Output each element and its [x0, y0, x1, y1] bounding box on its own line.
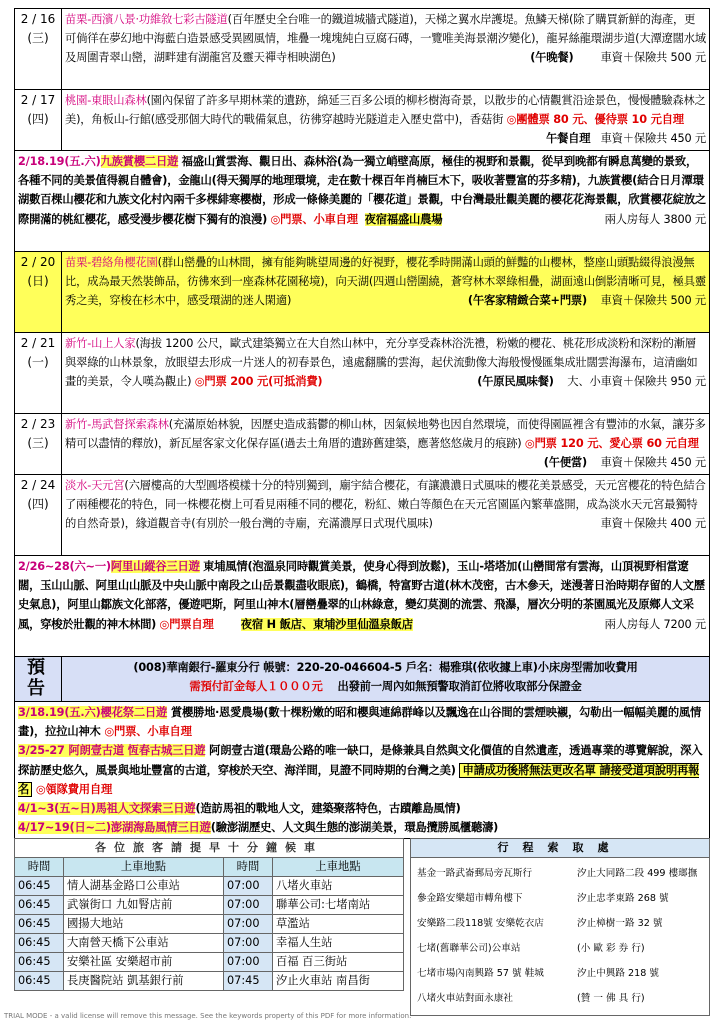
- table-row: 06:45 安樂社區 安樂超市前 07:00 百福 百三街站: [15, 953, 404, 972]
- trip-title: 苗栗-碧絡角櫻花園: [65, 256, 158, 269]
- col-header: 時間: [15, 858, 64, 877]
- deposit-info: 需預付訂金每人１０００元: [189, 680, 323, 693]
- trip-date: 2 / 21 (一): [15, 333, 62, 414]
- trip-date: 2 / 16 (三): [15, 9, 62, 90]
- trip-body: [62, 90, 710, 151]
- trip-fare: 兩人房每人 3800 元: [604, 212, 706, 226]
- trip-fare: 兩人房每人 7200 元: [604, 617, 706, 631]
- trip-title: 新竹-山上人家: [65, 337, 136, 350]
- trip-title: 九族賞櫻二日遊: [100, 155, 179, 168]
- preview-item-head: 3/18.19(五.六)櫻花祭二日遊: [18, 706, 168, 719]
- brochure-title: 行程索取處: [411, 839, 709, 858]
- preview-label: 預告: [27, 657, 49, 699]
- trip-meal: (午原民風味餐): [477, 375, 554, 388]
- trip-title: 淡水-天元宮: [65, 479, 125, 492]
- table-row: 06:45 長庚醫院站 凱基銀行前 07:45 汐止火車站 南昌街: [15, 972, 404, 991]
- trial-watermark: TRIAL MODE - a valid license will remove this message. See the keywords property of this PDF for more information.: [4, 1012, 412, 1020]
- trip-date: 2 / 24 (四): [15, 475, 62, 556]
- trip-ticket: ◎門票自理: [159, 617, 214, 631]
- trip-ticket: ◎門票 120 元、愛心票 60 元自理: [524, 437, 699, 450]
- cancel-policy: 出發前一周內如無預警取消訂位將收取部分保證金: [337, 680, 582, 693]
- preview-item-text: 賞櫻勝地‧恩愛農場(數十棵粉嫩的昭和櫻與連綿群峰以及飄逸在山谷間的雲煙映襯，勾勒出一幅幅美麗的風情畫)，拉拉山神木: [18, 706, 702, 739]
- trip-fare: 大、小車資＋保險共 950 元: [567, 375, 706, 388]
- pickup-caption: 各位旅客請提早十分鐘候車: [15, 839, 404, 858]
- trip-text: (六層樓高的大型圓塔模樣十分的特別獨到，廟宇結合櫻花，有讓濃濃日式風味的櫻花美景感受，天元宮櫻花的特色結合了兩種櫻花的特色，同一株櫻花樹上可看見兩種不同的櫻花，粉紅、嫩白等顏色在天元宮園區內繁華盛開，成為淡水天元宮最獨特的自然奇景)，緣道觀音寺(有別於一般台灣的寺廟，充滿濃厚日式現代風味): [65, 479, 706, 530]
- col-header: 時間: [223, 858, 272, 877]
- trip-lodge: 夜宿福盛山農場: [364, 212, 443, 226]
- footer: [14, 838, 710, 1016]
- trip-date: 2 / 20 (日): [15, 252, 62, 333]
- preview-item-ticket: ◎門票、小車自理: [104, 725, 192, 739]
- trip-fare: 車資＋保險共 400 元: [600, 517, 706, 530]
- trip-date: 2 / 23 (三): [15, 414, 62, 475]
- schedule-page: [14, 8, 710, 839]
- brochure-list-1: 基金一路武崙郵局旁瓦斯行 參金路安樂超市轉角樓下 安樂路二段118號 安樂乾衣店 七堵(舊聯華公司)公車站 七堵市場內南興路 57 號 鞋城 八堵火車站對面永康社: [417, 868, 544, 1004]
- trip-text: (海拔 1200 公尺，歐式建築獨立在大自然山林中，充分享受森林浴洗禮，粉嫩的櫻花、桃花形成淡粉和深粉的漸層與翠綠的山林景象，放眼望去形成一片迷人的初春景色，遠處翻騰的雲海，起伏流動像大海般慢慢匯集成壯闊雲海瀑布，這清幽如畫的美景，令人嘆為觀止): [65, 337, 698, 388]
- trip-body: [62, 252, 710, 333]
- trip-row: [15, 151, 710, 252]
- trip-ticket: ◎團體票 80 元、優待票 10 元自理: [506, 113, 684, 126]
- trip-text: (充滿原始林貌，因歷史造成蓊鬱的柳山林，因氣候地勢也因自然環境，而使得園區裡含有豐沛的水氣，讓芬多精可以盡情的釋放)，新瓦屋客家文化保存區(過去土角厝的遺跡舊建築，應著悠悠歲月的痕跡): [65, 418, 706, 450]
- trip-body: [15, 151, 710, 252]
- schedule-table: [14, 8, 710, 839]
- trip-body: [15, 556, 710, 657]
- trip-text: 東埔風情(泡溫泉同時觀賞美景，使身心得到放鬆)，玉山-塔塔加(山巒間常有雲海，山頂視野相當遼闊，玉山山脈、阿里山山脈及中央山脈中南段之山岳景觀盡收眼底)，鶴橋，特富野古道(林木茂密，古木參天，迷漫著日治時期存留的人文歷史氣息)，阿里山鄒族文化部落，優遊吧斯，阿里山神木(層巒疊翠的山林綠意，變幻莫測的流雲、飛瀑，層次分明的茶園風光及原鄉人文采風，穿梭於壯觀的神木林間): [18, 560, 705, 631]
- trip-fare: 車資＋保險共 450 元: [600, 456, 706, 469]
- preview-item-head: 4/17~19(日~二)澎湖海島風情三日遊: [18, 821, 211, 835]
- trip-title: 苗栗-西濱八景‧功維敘七彩古隧道: [65, 13, 228, 26]
- col-header: 上車地點: [272, 858, 403, 877]
- trip-date: 2/26~28(六~一): [18, 560, 111, 573]
- trip-text: (園內保留了許多早期林業的遺跡，綿延三百多公頃的柳杉樹海奇景，以散步的心情觀賞沿途景色，慢慢體驗森林之美)，角板山-行館(感受那個大時代的戰備氣息，彷彿穿越時光隧道走入歷史當中)，香菇街: [65, 94, 706, 126]
- trip-fare: 車資＋保險共 450 元: [600, 132, 706, 145]
- trip-body: [62, 9, 710, 90]
- preview-item-text: (驗澎湖歷史、人文與生態的澎湖美景，環島攬勝風櫃聽濤): [210, 821, 499, 835]
- trip-title: 桃園-東眼山森林: [65, 94, 147, 107]
- brochure-pickup-box: [410, 838, 710, 1016]
- trip-row: [15, 475, 710, 556]
- preview-list: [15, 702, 710, 839]
- trip-fare: 車資＋保險共 500 元: [600, 51, 706, 64]
- trip-meal: 午餐自理: [545, 132, 591, 145]
- trip-title: 阿里山縱谷三日遊: [110, 560, 200, 573]
- trip-text: (群山巒疊的山林間，擁有能夠眺望周邊的好視野，櫻花季時開滿山頭的鮮豔的山櫻林，整座山頭點綴得浪漫無比，成為最天然裝飾品，彷彿來到一座森林花園秘境)，向天湖(四週山巒圍繞，蒼穹林木翠綠相疊，湖面遠山倒影清晰可見，極具靈秀之美，穿梭在杉木中，感受環湖的迷人閑適): [65, 256, 706, 307]
- trip-text: 福盛山賞雲海、觀日出、森林浴(為一獨立峭壁高原，極佳的視野和景觀，從早到晚都有瞬息萬變的景致，各種不同的美景值得親自體會)，金龍山(得天獨厚的地理環境，走在數十棵百年肖楠巨木下，吸收著豐富的芬多精)，九族賞櫻(結合日月潭環湖數百棵山櫻花和九族文化村內兩千多棵緋寒櫻樹，形成一條條美麗的「櫻花道」景觀，中台灣最壯觀美麗的櫻花花海景觀，欣賞櫻花綻放之際開滿的桃紅櫻花，感受漫步櫻花樹下獨有的浪漫): [18, 155, 707, 226]
- preview-item-text: 阿朗壹古道(環島公路的唯一缺口，是條兼具自然與文化價值的自然遺產，透過專業的導覽解說，深入探訪歷史悠久，風景與地址豐富的古道，穿梭於天空、海洋間，見證不同時期的台灣之美): [18, 744, 703, 777]
- trip-row: [15, 414, 710, 475]
- pickup-table: [14, 838, 404, 991]
- preview-banner: [15, 657, 710, 702]
- trip-ticket: ◎門票、小車自理: [270, 212, 358, 226]
- trip-date: 2 / 17 (四): [15, 90, 62, 151]
- preview-item-head: 3/25-27 阿朗壹古道 恆春古城三日遊: [18, 744, 206, 758]
- trip-row: [15, 90, 710, 151]
- trip-row: [15, 9, 710, 90]
- trip-body: [62, 475, 710, 556]
- brochure-list-2: 汐止大同路二段 499 樓瑯撫 汐止忠孝東路 268 號 汐止樟樹一路 32 號 (小 歐 彩 券 行) 汐止中興路 218 號 (贊 一 佛 具 行): [577, 868, 698, 1004]
- trip-meal: (午便當): [543, 456, 587, 469]
- trip-ticket: ◎門票 200 元(可抵消費): [194, 375, 323, 388]
- trip-text: (百年歷史全台唯一的鐵道城牆式隧道)，天梯之翼水岸護堤。魚鱗天梯(除了購買新鮮的海產，更可倘徉在夢幻地中海藍白造景感受異國風情，堆疊一塊塊純白豆腐石磚，一覽唯美海景潮汐變化)，龍昇絲龍環湖步道(大潭遼闊水域及周圍青翠山巒，湖畔建有湖龍宮及靈天禪寺相映湖色): [65, 13, 706, 64]
- trip-meal: (午客家精緻合菜+門票): [467, 294, 587, 307]
- table-row: 06:45 大南營天橋下公車站 07:00 幸福人生站: [15, 934, 404, 953]
- trip-lodge: 夜宿 H 飯店、東埔沙里仙溫泉飯店: [240, 617, 413, 631]
- trip-fare: 車資＋保險共 500 元: [600, 294, 706, 307]
- col-header: 上車地點: [64, 858, 224, 877]
- trip-title: 新竹-馬武督探索森林: [65, 418, 169, 431]
- trip-body: [62, 414, 710, 475]
- preview-item-head: 4/1~3(五~日)馬祖人文探索三日遊: [18, 802, 196, 816]
- preview-item-text: (造訪馬祖的戰地人文，建築聚落特色，古蹟離島風情): [195, 802, 461, 816]
- preview-item-ticket: ◎領隊費用自理: [35, 782, 113, 796]
- trip-body: [62, 333, 710, 414]
- trip-row: [15, 252, 710, 333]
- trip-date: 2/18.19(五.六): [18, 155, 101, 168]
- table-row: 06:45 武嶺街口 九如腎店前 07:00 聯華公司:七堵南站: [15, 896, 404, 915]
- table-row: 06:45 國揚大地站 07:00 草濫站: [15, 915, 404, 934]
- trip-meal: (午晚餐): [530, 51, 574, 64]
- trip-row: [15, 556, 710, 657]
- table-row: 06:45 情人湖基金路口公車站 07:00 八堵火車站: [15, 877, 404, 896]
- apply-notice: 申請成功後將無法更改名單 請接受道項說明再報名: [18, 763, 700, 796]
- trip-row: [15, 333, 710, 414]
- bank-info: (008)華南銀行-羅東分行 帳號：220-20-046604-5 戶名：楊雅琪(依收據上車)小床房型需加收費用: [133, 661, 638, 674]
